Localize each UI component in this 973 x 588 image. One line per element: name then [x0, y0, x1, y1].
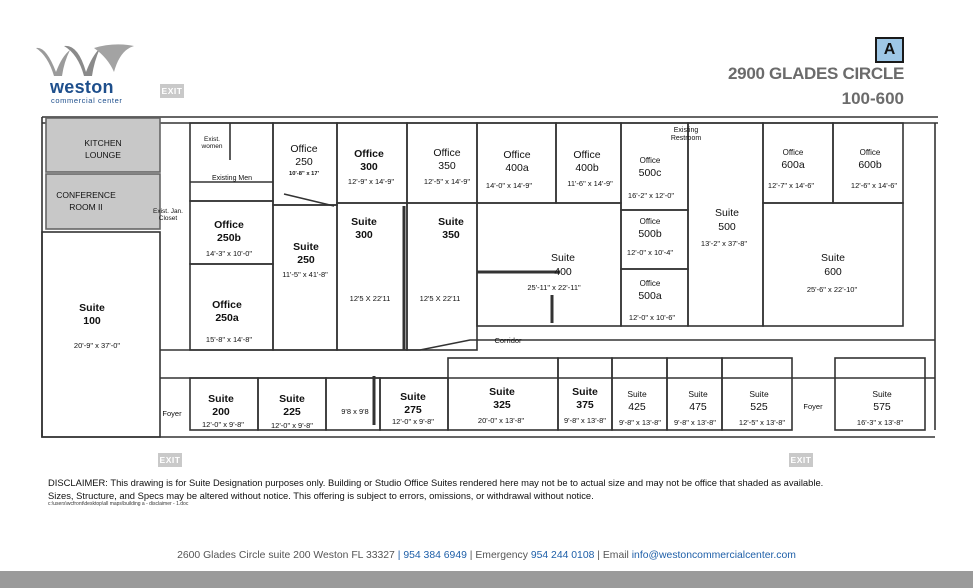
suite-525-number: 525	[750, 401, 768, 413]
office-350-number: 350	[438, 160, 456, 172]
office-300-label: Office	[354, 148, 384, 160]
suite-475-label: Suite	[688, 389, 708, 399]
footer-address: 2600 Glades Circle suite 200 Weston FL 33327	[177, 550, 395, 561]
restroom-women-line2: women	[201, 143, 223, 150]
exit-sign-bottom-right: EXIT	[790, 455, 812, 465]
suite-200-label: Suite	[208, 393, 234, 405]
suite-575-number: 575	[873, 401, 891, 413]
footer-separator-1: |	[394, 550, 404, 561]
office-500b-dim: 12'-0" x 10'-4"	[626, 248, 674, 257]
footer-contact	[0, 550, 973, 561]
office-250b-dim: 14'-3" x 10'-0"	[205, 249, 253, 258]
conference-label-line2: ROOM II	[69, 202, 103, 212]
suite-200-number: 200	[212, 406, 230, 418]
suite-275-label: Suite	[400, 391, 426, 403]
footer-phone[interactable]: 954 384 6949	[403, 550, 467, 561]
suite-500-dim: 13'-2" x 37'-8"	[700, 239, 748, 248]
office-500b-label: Office	[639, 217, 661, 226]
suite-100-number: 100	[83, 315, 101, 327]
office-250a-number: 250a	[215, 312, 239, 324]
office-500c-number: 500c	[638, 167, 662, 179]
office-400b-dim: 11'-6" x 14'-9"	[567, 179, 613, 188]
unlabeled-room-dim: 9'8 x 9'8	[341, 407, 369, 416]
office-250a-label: Office	[212, 299, 242, 311]
footer-bar	[0, 571, 973, 588]
suite-325-number: 325	[493, 399, 511, 411]
kitchen-label-line1: KITCHEN	[84, 138, 122, 148]
suite-350-dim: 12'5 X 22'11	[419, 294, 461, 303]
office-350-label: Office	[433, 147, 461, 159]
office-600a-dim: 12'-7" x 14'-6"	[767, 181, 815, 190]
office-400a-label: Office	[503, 149, 531, 161]
existing-restroom-line2: Restroom	[670, 135, 702, 142]
suite-475-number: 475	[689, 401, 707, 413]
conference-label-line1: CONFERENCE	[56, 190, 116, 200]
suite-300-number: 300	[355, 229, 373, 241]
suite-250-dim: 11'-5" x 41'-8"	[282, 270, 328, 279]
footer-email-link[interactable]: info@westoncommercialcenter.com	[631, 550, 796, 561]
suite-225-label: Suite	[279, 393, 305, 405]
office-400a-dim: 14'-0" x 14'-9"	[485, 181, 533, 190]
suite-425-label: Suite	[627, 389, 647, 399]
suite-225-number: 225	[283, 406, 301, 418]
suite-575-label: Suite	[872, 389, 892, 399]
suite-100-label: Suite	[79, 302, 105, 314]
corridor-label: Corridor	[494, 336, 522, 345]
file-path-note: c:\users\wcfront\desktop\all maps\building a - disclaimer - 1.doc	[48, 501, 189, 507]
suite-325-dim: 20'-0" x 13'-8"	[477, 416, 525, 425]
suite-400-number: 400	[554, 266, 572, 278]
suite-325-label: Suite	[489, 386, 515, 398]
disclaimer-line2: Sizes, Structure, and Specs may be altered without notice. This offering is subject to errors, omissions, or withdrawal without notice.	[48, 490, 594, 501]
office-500a-number: 500a	[638, 290, 662, 302]
jan-closet-line2: Closet	[158, 215, 178, 222]
suite-200-dim: 12'-0" x 9'-8"	[202, 420, 244, 429]
suite-575-dim: 16'-3" x 13'-8"	[856, 418, 904, 427]
address-title: 2900 GLADES CIRCLE	[728, 64, 904, 83]
suite-525-label: Suite	[749, 389, 769, 399]
suite-425-dim: 9'-8" x 13'-8"	[619, 418, 661, 427]
office-250b-number: 250b	[217, 232, 241, 244]
suite-500-number: 500	[718, 221, 736, 233]
suite-375-dim: 9'-8" x 13'-8"	[564, 416, 606, 425]
office-250-number: 250	[295, 156, 313, 168]
kitchen-label-line2: LOUNGE	[85, 150, 121, 160]
office-400a-number: 400a	[505, 162, 529, 174]
suite-600-number: 600	[824, 266, 842, 278]
suite-400-label: Suite	[551, 252, 575, 264]
office-400b-number: 400b	[575, 162, 599, 174]
footer-email-label: Email	[602, 550, 629, 561]
office-600b-number: 600b	[858, 159, 882, 171]
suite-225-dim: 12'-0" x 9'-8"	[271, 421, 313, 430]
office-500c-dim: 16'-2" x 12'-0"	[627, 191, 675, 200]
suite-350-number: 350	[442, 229, 460, 241]
office-600b-dim: 12'-6" x 14'-6"	[850, 181, 898, 190]
office-500c-label: Office	[639, 156, 661, 165]
foyer-left-label: Foyer	[162, 409, 182, 418]
suite-100-dim: 20'-9" x 37'-0"	[73, 341, 121, 350]
suite-475-dim: 9'-8" x 13'-8"	[674, 418, 716, 427]
office-300-number: 300	[360, 161, 378, 173]
suite-375-label: Suite	[572, 386, 598, 398]
office-400b-label: Office	[573, 149, 601, 161]
suite-525-dim: 12'-5" x 13'-8"	[738, 418, 786, 427]
suite-275-dim: 12'-0" x 9'-8"	[392, 417, 434, 426]
building-badge: A	[875, 37, 904, 63]
foyer-right-label: Foyer	[803, 402, 823, 411]
suite-400-dim: 25'-11" x 22'-11"	[527, 283, 581, 292]
office-250-dim: 10'-8" x 17'	[288, 171, 320, 177]
suite-300-label: Suite	[351, 216, 377, 228]
office-250-label: Office	[290, 143, 318, 155]
logo-wordmark: weston	[50, 77, 114, 97]
exit-sign-bottom-left: EXIT	[159, 455, 181, 465]
office-600b-label: Office	[859, 148, 881, 157]
footer-separator-2: |	[466, 550, 476, 561]
office-250a-dim: 15'-8" x 14'-8"	[205, 335, 253, 344]
office-300-dim: 12'-9" x 14'-9"	[347, 177, 395, 186]
suite-300-dim: 12'5 X 22'11	[349, 294, 391, 303]
jan-closet-line1: Exist. Jan.	[153, 208, 183, 215]
office-350-dim: 12'-5" x 14'-9"	[423, 177, 471, 186]
office-500a-label: Office	[639, 279, 661, 288]
suite-600-dim: 25'-6" x 22'-10"	[806, 285, 858, 294]
existing-restroom-line1: Existing	[673, 127, 699, 134]
office-500a-dim: 12'-0" x 10'-6"	[628, 313, 676, 322]
footer-emergency-phone[interactable]: 954 244 0108	[530, 550, 595, 561]
office-600a-number: 600a	[781, 159, 805, 171]
office-500b-number: 500b	[638, 228, 662, 240]
footer-emergency-label: Emergency	[475, 550, 528, 561]
office-600a-label: Office	[782, 148, 804, 157]
restroom-men-label: Existing Men	[211, 175, 253, 182]
disclaimer-line1: DISCLAIMER: This drawing is for Suite Designation purposes only. Building or Studio Office Suites rendered here may not be to actual size and may not be office that shaded as available.	[48, 477, 824, 488]
restroom-women-line1: Exist.	[204, 136, 220, 143]
suite-250-number: 250	[297, 254, 315, 266]
suite-350-label: Suite	[438, 216, 464, 228]
suite-range: 100-600	[841, 89, 904, 108]
office-250b-label: Office	[214, 219, 244, 231]
suite-425-number: 425	[628, 401, 646, 413]
footer-separator-3: |	[594, 550, 603, 561]
suite-275-number: 275	[404, 404, 422, 416]
exit-sign-top: EXIT	[161, 86, 183, 96]
disclaimer-text	[48, 476, 928, 502]
suite-375-number: 375	[576, 399, 594, 411]
logo-subtitle: commercial center	[51, 96, 123, 105]
suite-600-label: Suite	[821, 252, 845, 264]
suite-250-label: Suite	[293, 241, 319, 253]
suite-500-label: Suite	[715, 207, 739, 219]
